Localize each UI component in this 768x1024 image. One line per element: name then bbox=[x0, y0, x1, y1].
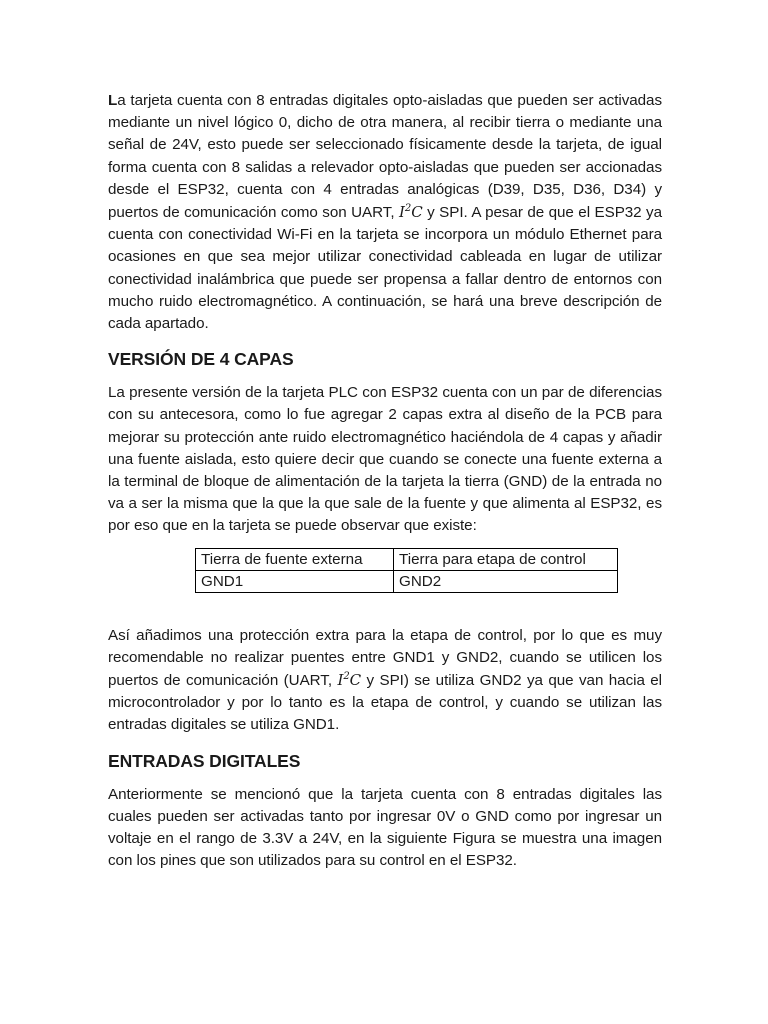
table-row bbox=[196, 548, 618, 570]
document-page bbox=[108, 90, 662, 872]
i2c-tail: C bbox=[349, 671, 362, 690]
table-row bbox=[196, 570, 618, 592]
i2c-tail: C bbox=[411, 203, 423, 222]
i2c-exponent: 2 bbox=[343, 671, 350, 683]
table-cell: GND2 bbox=[394, 570, 618, 592]
table-cell: GND1 bbox=[196, 570, 394, 592]
capas-paragraph: La presente versión de la tarjeta PLC con ESP32 cuenta con un par de diferencias con su antecesora, como lo fue agregar 2 capas extra al diseño de la PCB para mejorar su protección ante ruido electromagnético haciéndola de 4 capas y añadir una fuente aislada, esto quiere decir que cuando se conecte una fuente externa a la terminal de bloque de alimentación de la tarjeta la tierra (GND) de la entrada no va a ser la misma que la que la que sale de la fuente y que alimenta al ESP32, es por eso que en la tarjeta se puede observar que existe: bbox=[108, 384, 662, 535]
lead-letter: L bbox=[108, 92, 118, 109]
intro-paragraph bbox=[108, 90, 662, 335]
table-cell: Tierra de fuente externa bbox=[196, 548, 394, 570]
i2c-base: I bbox=[337, 671, 344, 690]
section-heading-entradas: ENTRADAS DIGITALES bbox=[108, 750, 301, 771]
i2c-exponent: 2 bbox=[404, 203, 412, 215]
entradas-paragraph: Anteriormente se mencionó que la tarjeta cuenta con 8 entradas digitales las cuales pueden ser activadas tanto por ingresar 0V o GND como por ingresar un voltaje en el rango de 3.3V a 24V, en la siguiente Figura se muestra una imagen con los pines que son utilizados para su control en el ESP32. bbox=[108, 785, 662, 870]
section-heading-capas: VERSIÓN DE 4 CAPAS bbox=[108, 349, 294, 370]
table-cell: Tierra para etapa de control bbox=[394, 548, 618, 570]
i2c-formula bbox=[337, 671, 361, 689]
protection-text-b: y SPI) se utiliza GND2 ya que van hacia el microcontrolador y por lo tanto es la etapa de control, y cuando se utilizan las entradas digitales se utiliza GND1. bbox=[108, 672, 662, 734]
protection-text-a: Así añadimos una protección extra para la etapa de control, por lo que es muy recomendable no realizar puentes entre GND1 y GND2, cuando se utilicen los puertos de comunicación (UART, bbox=[108, 626, 662, 690]
intro-text-a: a tarjeta cuenta con 8 entradas digitales opto-aisladas que pueden ser activadas mediante un nivel lógico 0, dicho de otra manera, al recibir tierra o mediante una señal de 24V, esto puede ser seleccionado físicamente desde la tarjeta, de igual forma cuenta con 8 salidas a relevador opto-aisladas que pueden ser accionadas desde el ESP32, cuenta con 4 entradas analógicas (D39, D35, D36, D34) y puertos de comunicación como son UART, bbox=[108, 92, 662, 222]
intro-text-b: y SPI. A pesar de que el ESP32 ya cuenta con conectividad Wi-Fi en la tarjeta se incorpora un módulo Ethernet para ocasiones en que sea mejor utilizar conectividad cableada en lugar de utilizar conectividad inalámbrica que puede ser propensa a fallar dentro de entornos con mucho ruido electromagnético. A continuación, se hará una breve descripción de cada apartado. bbox=[108, 204, 663, 333]
gnd-table bbox=[195, 548, 618, 593]
i2c-base: I bbox=[399, 203, 405, 222]
i2c-formula bbox=[399, 203, 423, 221]
protection-paragraph bbox=[108, 625, 662, 737]
